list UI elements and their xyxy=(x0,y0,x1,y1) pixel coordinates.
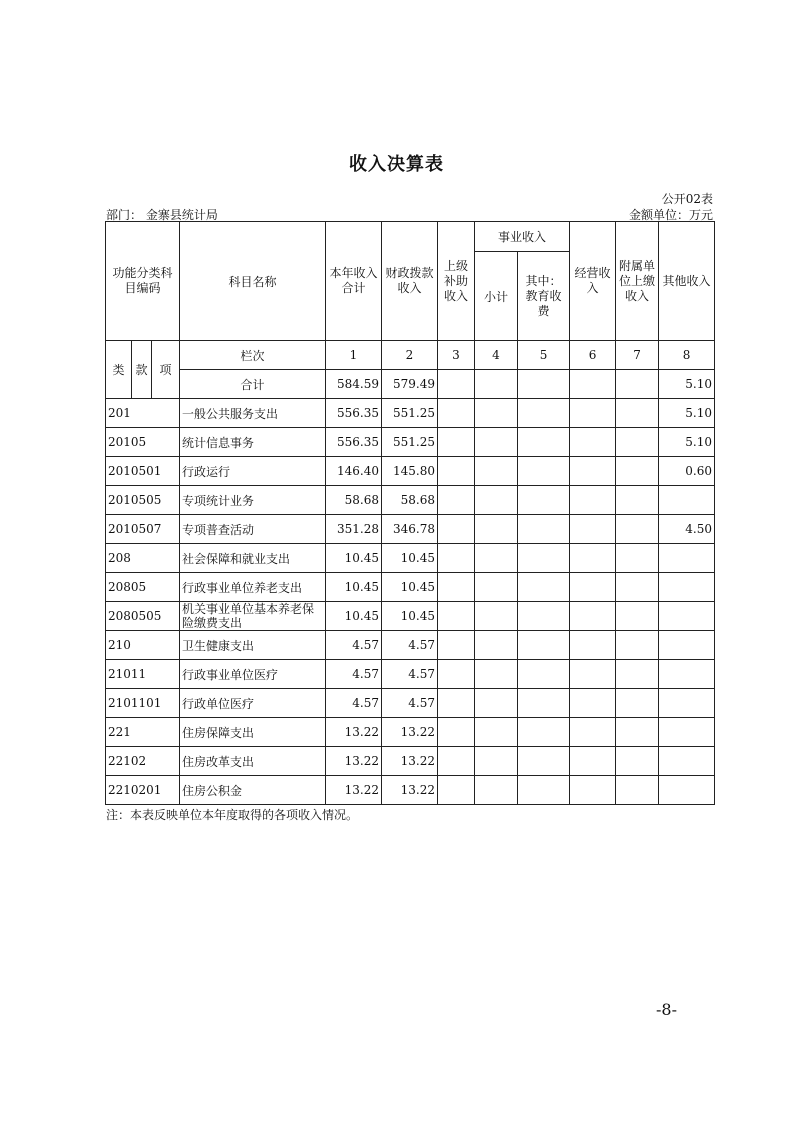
empty-cell xyxy=(616,486,659,515)
empty-cell xyxy=(438,428,475,457)
empty-cell xyxy=(570,544,616,573)
income-table xyxy=(105,221,715,805)
row-total-income: 4.57 xyxy=(326,631,382,660)
row-code: 221 xyxy=(106,718,180,747)
table-row xyxy=(106,515,715,544)
empty-cell xyxy=(616,428,659,457)
row-name: 行政运行 xyxy=(180,457,326,486)
empty-cell xyxy=(570,428,616,457)
row-fiscal: 13.22 xyxy=(382,718,438,747)
empty-cell xyxy=(438,602,475,631)
empty-cell xyxy=(518,747,570,776)
header-lei: 类 xyxy=(106,341,132,399)
empty-cell xyxy=(518,718,570,747)
total-label: 合计 xyxy=(180,370,326,399)
department-label: 部门： 金寨县统计局 xyxy=(106,208,218,222)
row-name: 专项统计业务 xyxy=(180,486,326,515)
empty-cell xyxy=(475,747,518,776)
table-row xyxy=(106,457,715,486)
column-number: 8 xyxy=(659,341,715,370)
row-fiscal: 145.80 xyxy=(382,457,438,486)
row-code: 208 xyxy=(106,544,180,573)
column-number: 7 xyxy=(616,341,659,370)
empty-cell xyxy=(518,660,570,689)
total-income-value: 584.59 xyxy=(326,370,382,399)
row-fiscal: 4.57 xyxy=(382,631,438,660)
row-other xyxy=(659,660,715,689)
page-title: 收入决算表 xyxy=(349,154,444,175)
table-note: 注：本表反映单位本年度取得的各项收入情况。 xyxy=(106,808,359,822)
header-subtotal: 小计 xyxy=(475,252,518,341)
row-other: 4.50 xyxy=(659,515,715,544)
empty-cell xyxy=(518,515,570,544)
table-row xyxy=(106,544,715,573)
row-name: 行政单位医疗 xyxy=(180,689,326,718)
row-total-income: 13.22 xyxy=(326,747,382,776)
row-other: 5.10 xyxy=(659,399,715,428)
row-name: 专项普查活动 xyxy=(180,515,326,544)
table-row xyxy=(106,660,715,689)
row-name: 住房改革支出 xyxy=(180,747,326,776)
amount-unit-label: 金额单位：万元 xyxy=(628,208,713,222)
table-row xyxy=(106,718,715,747)
empty-cell xyxy=(570,631,616,660)
row-other xyxy=(659,486,715,515)
row-total-income: 351.28 xyxy=(326,515,382,544)
header-fiscal: 财政拨款收入 xyxy=(382,222,438,341)
empty-cell xyxy=(438,457,475,486)
empty-cell xyxy=(438,573,475,602)
empty-cell xyxy=(616,776,659,805)
empty-cell xyxy=(616,747,659,776)
row-name: 住房公积金 xyxy=(180,776,326,805)
empty-cell xyxy=(570,660,616,689)
row-total-income: 556.35 xyxy=(326,399,382,428)
empty-cell xyxy=(570,399,616,428)
row-other xyxy=(659,573,715,602)
row-fiscal: 58.68 xyxy=(382,486,438,515)
row-other xyxy=(659,718,715,747)
empty-cell xyxy=(475,544,518,573)
table-row xyxy=(106,399,715,428)
empty-cell xyxy=(475,602,518,631)
row-code: 2210201 xyxy=(106,776,180,805)
row-name: 机关事业单位基本养老保险缴费支出 xyxy=(180,602,326,631)
row-code: 2010505 xyxy=(106,486,180,515)
empty-cell xyxy=(570,602,616,631)
empty-cell xyxy=(518,457,570,486)
column-number: 5 xyxy=(518,341,570,370)
row-fiscal: 10.45 xyxy=(382,602,438,631)
empty-cell xyxy=(570,718,616,747)
column-index-row xyxy=(106,341,715,370)
table-row xyxy=(106,747,715,776)
empty-cell xyxy=(438,515,475,544)
row-other xyxy=(659,689,715,718)
empty-cell xyxy=(475,428,518,457)
page-number: -8- xyxy=(656,1000,677,1019)
form-number: 公开02表 xyxy=(661,192,713,206)
empty-cell xyxy=(570,515,616,544)
empty-cell xyxy=(475,660,518,689)
header-row-1 xyxy=(106,222,715,252)
row-other: 5.10 xyxy=(659,428,715,457)
empty-cell xyxy=(438,486,475,515)
empty-cell xyxy=(475,776,518,805)
empty-cell xyxy=(438,776,475,805)
empty-cell xyxy=(616,602,659,631)
header-operating: 经营收入 xyxy=(570,222,616,341)
column-number: 2 xyxy=(382,341,438,370)
row-fiscal: 4.57 xyxy=(382,689,438,718)
table-row xyxy=(106,602,715,631)
empty-cell xyxy=(475,486,518,515)
empty-cell xyxy=(570,776,616,805)
empty-cell xyxy=(438,660,475,689)
header-affiliated: 附属单位上缴收入 xyxy=(616,222,659,341)
table-row xyxy=(106,428,715,457)
row-fiscal: 551.25 xyxy=(382,399,438,428)
table-row xyxy=(106,689,715,718)
row-total-income: 556.35 xyxy=(326,428,382,457)
empty-cell xyxy=(518,370,570,399)
row-code: 20105 xyxy=(106,428,180,457)
empty-cell xyxy=(518,486,570,515)
empty-cell xyxy=(518,428,570,457)
row-code: 2010507 xyxy=(106,515,180,544)
row-other xyxy=(659,776,715,805)
row-other: 0.60 xyxy=(659,457,715,486)
column-number: 4 xyxy=(475,341,518,370)
empty-cell xyxy=(438,689,475,718)
row-total-income: 4.57 xyxy=(326,660,382,689)
empty-cell xyxy=(438,631,475,660)
empty-cell xyxy=(518,399,570,428)
row-other xyxy=(659,602,715,631)
row-total-income: 58.68 xyxy=(326,486,382,515)
row-code: 210 xyxy=(106,631,180,660)
table-row xyxy=(106,573,715,602)
row-name: 行政事业单位医疗 xyxy=(180,660,326,689)
header-kuan: 款 xyxy=(132,341,152,399)
empty-cell xyxy=(616,370,659,399)
empty-cell xyxy=(570,689,616,718)
row-code: 20805 xyxy=(106,573,180,602)
column-number: 1 xyxy=(326,341,382,370)
header-business-income: 事业收入 xyxy=(475,222,570,252)
empty-cell xyxy=(616,544,659,573)
empty-cell xyxy=(570,486,616,515)
row-other xyxy=(659,544,715,573)
empty-cell xyxy=(616,660,659,689)
empty-cell xyxy=(570,457,616,486)
row-name: 卫生健康支出 xyxy=(180,631,326,660)
row-name: 行政事业单位养老支出 xyxy=(180,573,326,602)
empty-cell xyxy=(475,718,518,747)
empty-cell xyxy=(616,631,659,660)
empty-cell xyxy=(475,515,518,544)
row-code: 21011 xyxy=(106,660,180,689)
row-code: 22102 xyxy=(106,747,180,776)
row-code: 201 xyxy=(106,399,180,428)
row-other xyxy=(659,631,715,660)
header-edu-fee: 其中：教育收费 xyxy=(518,252,570,341)
header-subject-name: 科目名称 xyxy=(180,222,326,341)
row-total-income: 10.45 xyxy=(326,573,382,602)
empty-cell xyxy=(518,631,570,660)
empty-cell xyxy=(475,689,518,718)
empty-cell xyxy=(475,399,518,428)
total-fiscal-value: 579.49 xyxy=(382,370,438,399)
row-fiscal: 13.22 xyxy=(382,747,438,776)
column-index-label: 栏次 xyxy=(180,341,326,370)
row-total-income: 13.22 xyxy=(326,718,382,747)
empty-cell xyxy=(616,573,659,602)
row-name: 社会保障和就业支出 xyxy=(180,544,326,573)
empty-cell xyxy=(438,718,475,747)
empty-cell xyxy=(475,631,518,660)
empty-cell xyxy=(570,573,616,602)
row-code: 2080505 xyxy=(106,602,180,631)
table-row xyxy=(106,631,715,660)
row-total-income: 10.45 xyxy=(326,544,382,573)
empty-cell xyxy=(518,544,570,573)
table-row xyxy=(106,776,715,805)
empty-cell xyxy=(475,573,518,602)
header-func-code: 功能分类科目编码 xyxy=(106,222,180,341)
row-name: 统计信息事务 xyxy=(180,428,326,457)
empty-cell xyxy=(616,515,659,544)
empty-cell xyxy=(616,689,659,718)
header-xiang: 项 xyxy=(152,341,180,399)
empty-cell xyxy=(438,747,475,776)
header-total-income: 本年收入合计 xyxy=(326,222,382,341)
empty-cell xyxy=(616,718,659,747)
empty-cell xyxy=(518,573,570,602)
empty-cell xyxy=(475,370,518,399)
empty-cell xyxy=(518,602,570,631)
empty-cell xyxy=(518,689,570,718)
empty-cell xyxy=(616,399,659,428)
empty-cell xyxy=(616,457,659,486)
header-other: 其他收入 xyxy=(659,222,715,341)
row-other xyxy=(659,747,715,776)
empty-cell xyxy=(518,776,570,805)
row-fiscal: 551.25 xyxy=(382,428,438,457)
empty-cell xyxy=(438,544,475,573)
empty-cell xyxy=(438,399,475,428)
row-fiscal: 10.45 xyxy=(382,573,438,602)
row-total-income: 146.40 xyxy=(326,457,382,486)
column-number: 3 xyxy=(438,341,475,370)
empty-cell xyxy=(438,370,475,399)
column-number: 6 xyxy=(570,341,616,370)
row-name: 一般公共服务支出 xyxy=(180,399,326,428)
row-name: 住房保障支出 xyxy=(180,718,326,747)
row-code: 2101101 xyxy=(106,689,180,718)
empty-cell xyxy=(475,457,518,486)
table-row xyxy=(106,486,715,515)
row-fiscal: 13.22 xyxy=(382,776,438,805)
row-code: 2010501 xyxy=(106,457,180,486)
row-total-income: 4.57 xyxy=(326,689,382,718)
empty-cell xyxy=(570,370,616,399)
row-fiscal: 4.57 xyxy=(382,660,438,689)
empty-cell xyxy=(570,747,616,776)
row-fiscal: 10.45 xyxy=(382,544,438,573)
row-total-income: 13.22 xyxy=(326,776,382,805)
total-other-value: 5.10 xyxy=(659,370,715,399)
row-total-income: 10.45 xyxy=(326,602,382,631)
header-superior-subsidy: 上级补助收入 xyxy=(438,222,475,341)
row-fiscal: 346.78 xyxy=(382,515,438,544)
total-row xyxy=(106,370,715,399)
